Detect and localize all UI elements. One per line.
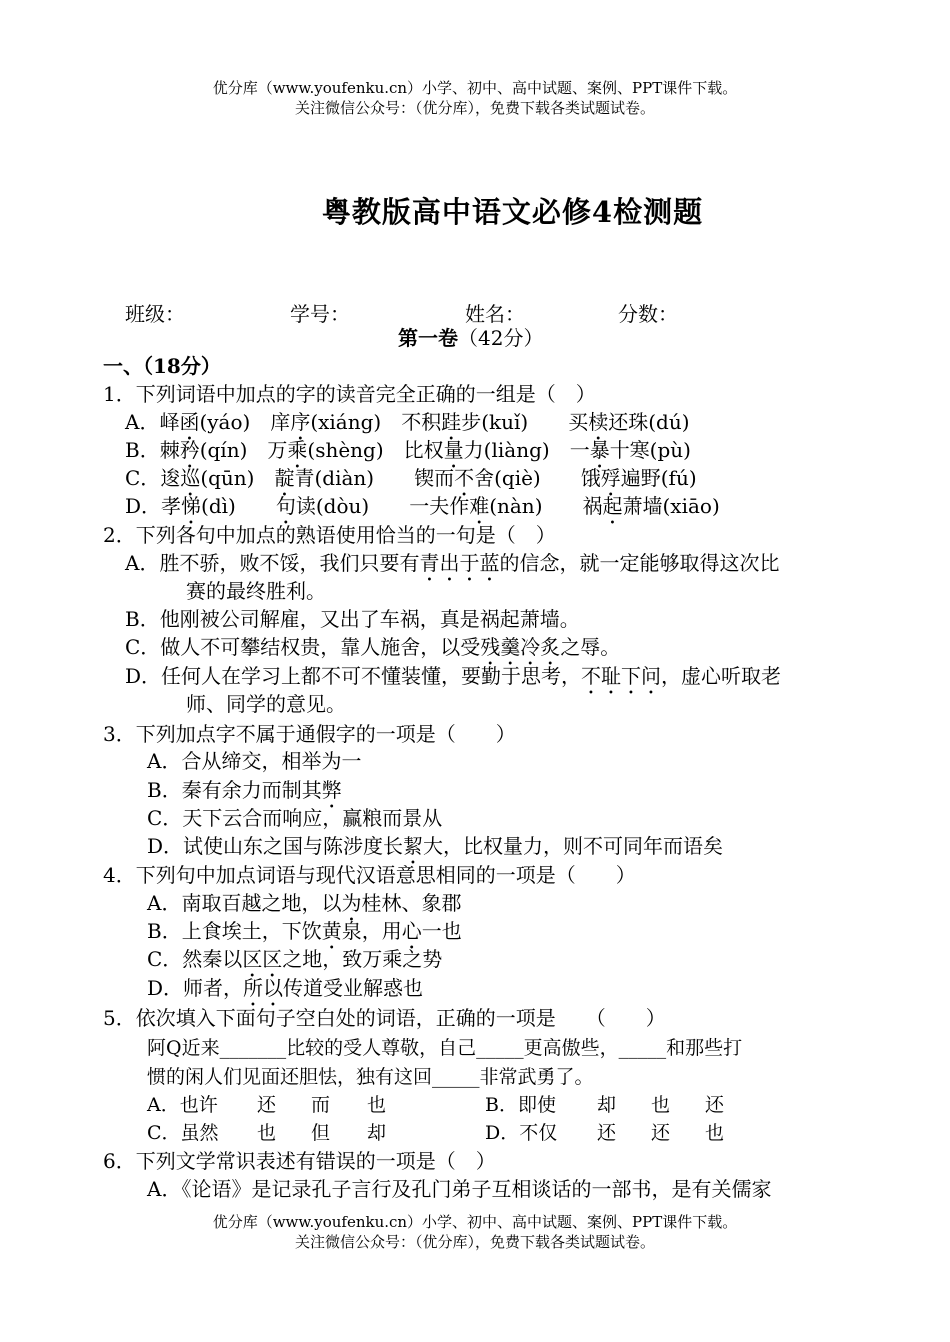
question-3-option-a: A．合从缔交，相举为一 [147, 749, 362, 773]
question-1-option-d: D．孝悌(dì) 句读(dòu) 一夫作难(nàn) 祸起萧墙(xiāo) [125, 494, 720, 518]
site-footer-line-1: 优分库（www.youfenku.cn）小学、初中、高中试题、案例、PPT课件下载。 [212, 1213, 738, 1231]
question-2-option-d-cont: 师、同学的意见。 [186, 692, 346, 716]
class-field-label: 班级： [125, 302, 185, 326]
volume-label: 第一卷 [398, 326, 458, 350]
score-field-label: 分数： [618, 302, 678, 326]
section-heading: 一、（18分） [103, 354, 221, 378]
page-title: 粤教版高中语文必修4检测题 [321, 195, 704, 229]
name-field-label: 姓名： [465, 302, 525, 326]
question-4-option-a: A．南取百越之地，以为桂林、象郡 [147, 891, 462, 915]
question-2-stem: 2．下列各句中加点的熟语使用恰当的一句是（ ） [103, 523, 556, 547]
site-header-line-1: 优分库（www.youfenku.cn）小学、初中、高中试题、案例、PPT课件下载。 [212, 79, 738, 97]
question-4-option-b: B．上食埃土，下饮黄泉，用心一也 [147, 919, 462, 943]
question-2-option-d: D．任何人在学习上都不可不懂装懂，要勤于思考，不耻下问，虚心听取老 [125, 664, 782, 688]
question-5-passage-line-1: 阿Q近来_______比较的受人尊敬，自己_____更高傲些，_____和那些打 [147, 1037, 743, 1059]
question-4-option-d: D．师者，所以传道受业解惑也 [147, 976, 424, 1000]
question-3-stem: 3．下列加点字不属于通假字的一项是（ ） [103, 722, 516, 746]
question-6-option-a: A．《论语》是记录孔子言行及孔门弟子互相谈话的一部书，是有关儒家 [147, 1177, 772, 1201]
question-2-option-a: A．胜不骄，败不馁，我们只要有青出于蓝的信念，就一定能够取得这次比 [125, 551, 780, 575]
question-2-option-a-cont: 赛的最终胜利。 [186, 579, 326, 603]
question-3-option-d: D．试使山东之国与陈涉度长絜大，比权量力，则不可同年而语矣 [147, 834, 724, 858]
site-header-line-2: 关注微信公众号：（优分库），免费下载各类试题试卷。 [294, 99, 655, 117]
question-3-option-c: C．天下云合而响应，赢粮而景从 [147, 806, 443, 830]
question-1-option-c: C．逡巡(qūn) 靛青(diàn) 锲而不舍(qiè) 饿殍遍野(fú) [125, 466, 697, 490]
question-3-option-b: B．秦有余力而制其弊 [147, 778, 342, 802]
question-5-stem: 5．依次填入下面句子空白处的词语，正确的一项是 （ ） [103, 1006, 666, 1030]
volume-points: （42分） [458, 326, 544, 350]
question-4-stem: 4．下列句中加点词语与现代汉语意思相同的一项是（ ） [103, 863, 636, 887]
student-number-label: 学号： [290, 302, 350, 326]
volume-heading [398, 325, 543, 351]
question-6-stem: 6．下列文学常识表述有错误的一项是（ ） [103, 1149, 496, 1173]
question-1-stem: 1．下列词语中加点的字的读音完全正确的一组是（ ） [103, 382, 596, 406]
question-4-option-c: C．然秦以区区之地，致万乘之势 [147, 947, 443, 971]
site-footer-line-2: 关注微信公众号：（优分库），免费下载各类试题试卷。 [294, 1233, 655, 1251]
question-2-option-b: B．他刚被公司解雇，又出了车祸，真是祸起萧墙。 [125, 607, 580, 631]
question-5-passage-line-2: 惯的闲人们见面还胆怯，独有这回_____非常武勇了。 [147, 1066, 594, 1088]
question-1-option-b: B．棘矜(qín) 万乘(shèng) 比权量力(liàng) 一暴十寒(pù) [125, 438, 691, 462]
question-1-option-a: A．峄函(yáo) 庠序(xiáng) 不积跬步(kuǐ) 买椟还珠(dú) [125, 410, 690, 434]
question-2-option-c: C．做人不可攀结权贵，靠人施舍，以受残羹冷炙之辱。 [125, 635, 621, 659]
